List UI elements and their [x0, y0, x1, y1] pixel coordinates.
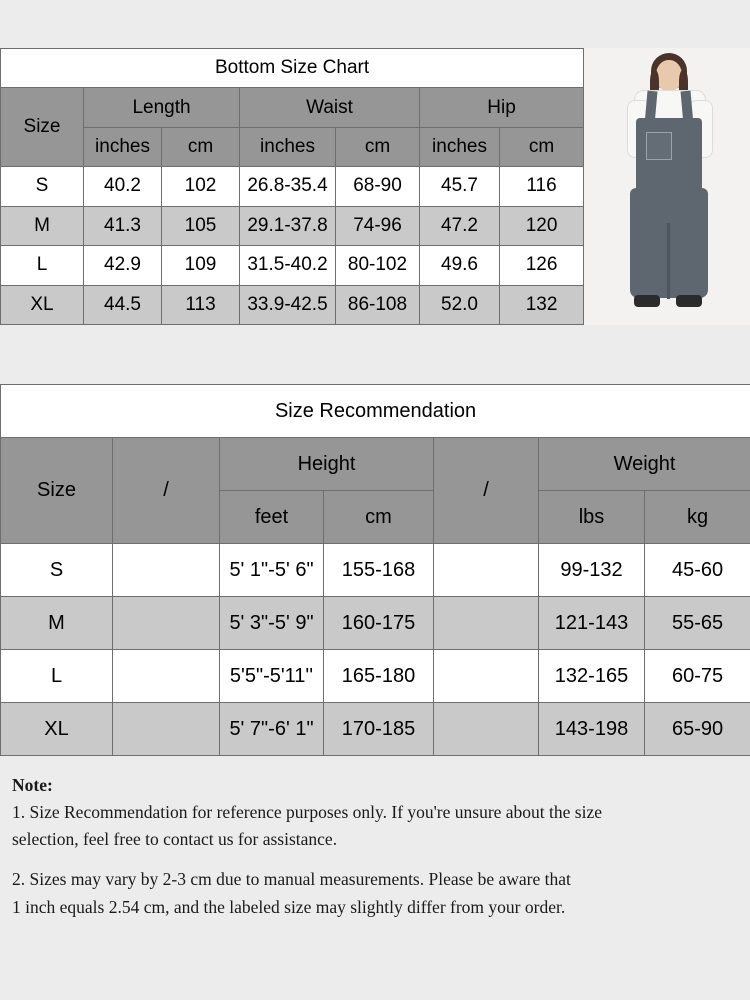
- table-row: [1, 246, 584, 285]
- table-row: [1, 544, 750, 597]
- row-weight-kg: 45-60: [645, 544, 750, 597]
- bottom-chart-title: Bottom Size Chart: [1, 49, 584, 88]
- table-row: [1, 167, 584, 206]
- row-weight-lbs: 132-165: [539, 650, 645, 703]
- model-shoe-right: [676, 295, 702, 307]
- row-waist-cm: 74-96: [336, 206, 420, 245]
- row-spacer-left: [113, 544, 220, 597]
- row-spacer-right: [434, 650, 539, 703]
- row-hip-inches: 47.2: [420, 206, 500, 245]
- row-height-cm: 170-185: [324, 703, 434, 756]
- row-hip-cm: 116: [500, 167, 584, 206]
- header-size: Size: [1, 438, 113, 544]
- row-spacer-left: [113, 650, 220, 703]
- row-size: XL: [1, 285, 84, 324]
- table-row: [1, 597, 750, 650]
- row-length-cm: 109: [162, 246, 240, 285]
- table-row: [1, 285, 584, 324]
- row-length-inches: 41.3: [84, 206, 162, 245]
- note-line-1: 1. Size Recommendation for reference purposes only. If you're unsure about the size: [12, 802, 603, 823]
- row-height-cm: 155-168: [324, 544, 434, 597]
- row-size: S: [1, 167, 84, 206]
- row-weight-kg: 55-65: [645, 597, 750, 650]
- header-weight: Weight: [539, 438, 750, 491]
- row-length-inches: 42.9: [84, 246, 162, 285]
- row-length-inches: 44.5: [84, 285, 162, 324]
- size-recommendation-section: [0, 384, 750, 756]
- header-slash-left: /: [113, 438, 220, 544]
- table-row: [1, 703, 750, 756]
- row-length-inches: 40.2: [84, 167, 162, 206]
- row-spacer-right: [434, 703, 539, 756]
- overall-leg-split: [667, 223, 670, 299]
- table-row: [1, 206, 584, 245]
- row-weight-kg: 60-75: [645, 650, 750, 703]
- row-size: M: [1, 206, 84, 245]
- row-spacer-left: [113, 703, 220, 756]
- header-waist: Waist: [240, 88, 420, 127]
- unit-weight-kg: kg: [645, 491, 750, 544]
- row-waist-inches: 31.5-40.2: [240, 246, 336, 285]
- row-waist-inches: 33.9-42.5: [240, 285, 336, 324]
- row-waist-cm: 80-102: [336, 246, 420, 285]
- row-waist-inches: 29.1-37.8: [240, 206, 336, 245]
- row-spacer-right: [434, 597, 539, 650]
- unit-hip-inches: inches: [420, 127, 500, 166]
- unit-length-cm: cm: [162, 127, 240, 166]
- header-hip: Hip: [420, 88, 584, 127]
- row-size: XL: [1, 703, 113, 756]
- row-length-cm: 102: [162, 167, 240, 206]
- unit-weight-lbs: lbs: [539, 491, 645, 544]
- unit-height-cm: cm: [324, 491, 434, 544]
- header-slash-right: /: [434, 438, 539, 544]
- row-size: M: [1, 597, 113, 650]
- note-line-4: 1 inch equals 2.54 cm, and the labeled size may slightly differ from your order.: [12, 896, 566, 917]
- unit-hip-cm: cm: [500, 127, 584, 166]
- model-shoe-left: [634, 295, 660, 307]
- notes-spacer: [12, 853, 738, 866]
- unit-length-inches: inches: [84, 127, 162, 166]
- row-height-cm: 160-175: [324, 597, 434, 650]
- group-header-row: [1, 438, 750, 491]
- row-weight-kg: 65-90: [645, 703, 750, 756]
- row-spacer-right: [434, 544, 539, 597]
- row-height-cm: 165-180: [324, 650, 434, 703]
- row-waist-cm: 86-108: [336, 285, 420, 324]
- row-hip-cm: 132: [500, 285, 584, 324]
- unit-waist-cm: cm: [336, 127, 420, 166]
- size-recommendation-table: [0, 384, 750, 756]
- header-size: Size: [1, 88, 84, 167]
- row-size: L: [1, 650, 113, 703]
- row-spacer-left: [113, 597, 220, 650]
- group-header-row: [1, 88, 584, 127]
- note-line-3: 2. Sizes may vary by 2-3 cm due to manual measurements. Please be aware that: [12, 869, 571, 890]
- row-size: S: [1, 544, 113, 597]
- header-length: Length: [84, 88, 240, 127]
- overall-bib-pocket: [646, 132, 672, 160]
- row-hip-inches: 52.0: [420, 285, 500, 324]
- row-length-cm: 105: [162, 206, 240, 245]
- recommendation-title-row: [1, 385, 750, 438]
- notes-label: Note:: [12, 775, 53, 795]
- chart-title-row: [1, 49, 584, 88]
- notes-section: [12, 772, 738, 921]
- row-hip-inches: 49.6: [420, 246, 500, 285]
- row-waist-inches: 26.8-35.4: [240, 167, 336, 206]
- row-weight-lbs: 143-198: [539, 703, 645, 756]
- row-waist-cm: 68-90: [336, 167, 420, 206]
- bottom-size-chart-table: [0, 48, 584, 325]
- row-weight-lbs: 99-132: [539, 544, 645, 597]
- unit-height-feet: feet: [220, 491, 324, 544]
- bottom-size-chart-section: [0, 48, 750, 325]
- unit-waist-inches: inches: [240, 127, 336, 166]
- unit-header-row: [1, 127, 584, 166]
- note-line-2: selection, feel free to contact us for assistance.: [12, 829, 338, 850]
- row-length-cm: 113: [162, 285, 240, 324]
- recommendation-title: Size Recommendation: [1, 385, 750, 438]
- row-height-feet: 5' 3"-5' 9": [220, 597, 324, 650]
- row-size: L: [1, 246, 84, 285]
- row-hip-inches: 45.7: [420, 167, 500, 206]
- table-row: [1, 650, 750, 703]
- row-height-feet: 5' 7"-6' 1": [220, 703, 324, 756]
- header-height: Height: [220, 438, 434, 491]
- row-hip-cm: 120: [500, 206, 584, 245]
- product-model-photo: [584, 48, 750, 325]
- row-weight-lbs: 121-143: [539, 597, 645, 650]
- row-height-feet: 5'5"-5'11'': [220, 650, 324, 703]
- row-hip-cm: 126: [500, 246, 584, 285]
- row-height-feet: 5' 1"-5' 6": [220, 544, 324, 597]
